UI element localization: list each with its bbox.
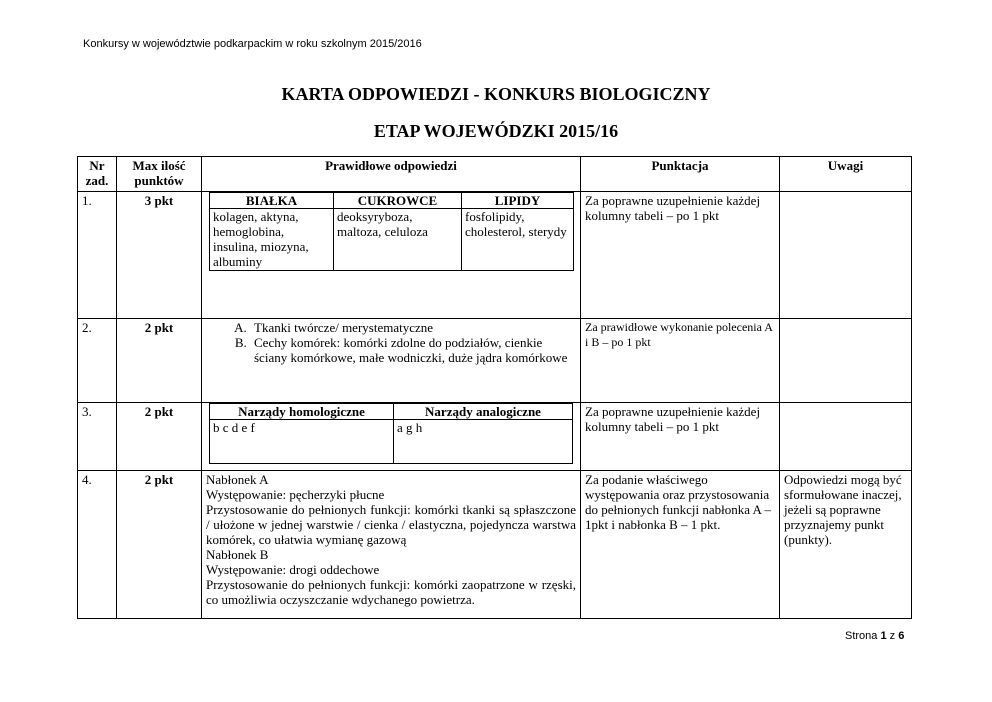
inner-cell-homologiczne: b c d e f (210, 420, 394, 464)
row1-answer (202, 192, 581, 319)
table-header-row (78, 157, 912, 192)
row3-answer (202, 403, 581, 471)
header-remarks: Uwagi (780, 157, 912, 192)
inner-header-lipidy: LIPIDY (462, 193, 574, 209)
row1-max: 3 pkt (117, 192, 202, 319)
row3-scoring: Za poprawne uzupełnienie każdej kolumny tabeli – po 1 pkt (581, 403, 780, 471)
page-number (845, 630, 904, 642)
inner-cell-analogiczne: a g h (394, 420, 573, 464)
header-scoring: Punktacja (581, 157, 780, 192)
page-total: 6 (898, 630, 905, 642)
header-answers: Prawidłowe odpowiedzi (202, 157, 581, 192)
answer-table (77, 156, 912, 619)
row3-max: 2 pkt (117, 403, 202, 471)
table-row (78, 192, 912, 319)
row4-nr: 4. (78, 471, 117, 619)
row2-nr: 2. (78, 319, 117, 403)
row1-inner-table (209, 192, 574, 271)
row2-remarks (780, 319, 912, 403)
row4-max: 2 pkt (117, 471, 202, 619)
header-nr: Nr zad. (78, 157, 117, 192)
row2-scoring: Za prawidłowe wykonanie polecenia A i B – po 1 pkt (581, 319, 780, 403)
table-row (78, 471, 912, 619)
page-title: KARTA ODPOWIEDZI - KONKURS BIOLOGICZNY (281, 84, 711, 104)
row1-scoring: Za poprawne uzupełnienie każdej kolumny tabeli – po 1 pkt (581, 192, 780, 319)
row2-max: 2 pkt (117, 319, 202, 403)
table-row (78, 319, 912, 403)
row4-scoring: Za podanie właściwego występowania oraz przystosowania do pełnionych funkcji nabłonka A – 1pkt i nabłonka B – 1 pkt. (581, 471, 780, 619)
row4-line-nablonek-a: Nabłonek A (206, 472, 269, 487)
inner-header-bialka: BIAŁKA (210, 193, 334, 209)
row3-nr: 3. (78, 403, 117, 471)
inner-cell-cukrowce: deoksyryboza, maltoza, celuloza (334, 209, 462, 271)
row2-answer (202, 319, 581, 403)
inner-header-analogiczne: Narządy analogiczne (394, 404, 573, 420)
inner-cell-lipidy: fosfolipidy, cholesterol, sterydy (462, 209, 574, 271)
header-max-points: Max ilość punktów (117, 157, 202, 192)
row4-line-przystosowanie-a: Przystosowanie do pełnionych funkcji: komórki tkanki są spłaszczone / ułożone w jednej warstwie / cienka / elastyczna, pojedyncza warstwa komórek, co ułatwia wymianę gazową (206, 502, 576, 547)
running-header: Konkursy w województwie podkarpackim w roku szkolnym 2015/2016 (83, 38, 422, 50)
row4-line-wystepowanie-b: Występowanie: drogi oddechowe (206, 562, 380, 577)
row4-line-wystepowanie-a: Występowanie: pęcherzyki płucne (206, 487, 385, 502)
inner-cell-bialka: kolagen, aktyna, hemoglobina, insulina, miozyna, albuminy (210, 209, 334, 271)
row4-line-przystosowanie-b: Przystosowanie do pełnionych funkcji: komórki zaopatrzone w rzęski, co umożliwia oczyszczanie wdychanego powietrza. (206, 577, 576, 607)
row2-answer-b: B. Cechy komórek: komórki zdolne do podziałów, cienkie ściany komórkowe, małe wodniczki, duże jądra komórkowe (250, 335, 576, 365)
page-label: Strona (845, 630, 878, 642)
row1-nr: 1. (78, 192, 117, 319)
row4-line-nablonek-b: Nabłonek B (206, 547, 269, 562)
inner-header-homologiczne: Narządy homologiczne (210, 404, 394, 420)
row4-answer (202, 471, 581, 619)
row1-remarks (780, 192, 912, 319)
page-subtitle: ETAP WOJEWÓDZKI 2015/16 (373, 121, 619, 141)
page-current: 1 (880, 630, 887, 642)
page-sep: z (889, 630, 896, 642)
row3-inner-table (209, 403, 573, 464)
row2-answer-a: A. Tkanki twórcze/ merystematyczne (250, 320, 576, 335)
row4-remarks: Odpowiedzi mogą być sformułowane inaczej, jeżeli są poprawne przyznajemy punkt (punkty). (780, 471, 912, 619)
table-row (78, 403, 912, 471)
row3-remarks (780, 403, 912, 471)
inner-header-cukrowce: CUKROWCE (334, 193, 462, 209)
